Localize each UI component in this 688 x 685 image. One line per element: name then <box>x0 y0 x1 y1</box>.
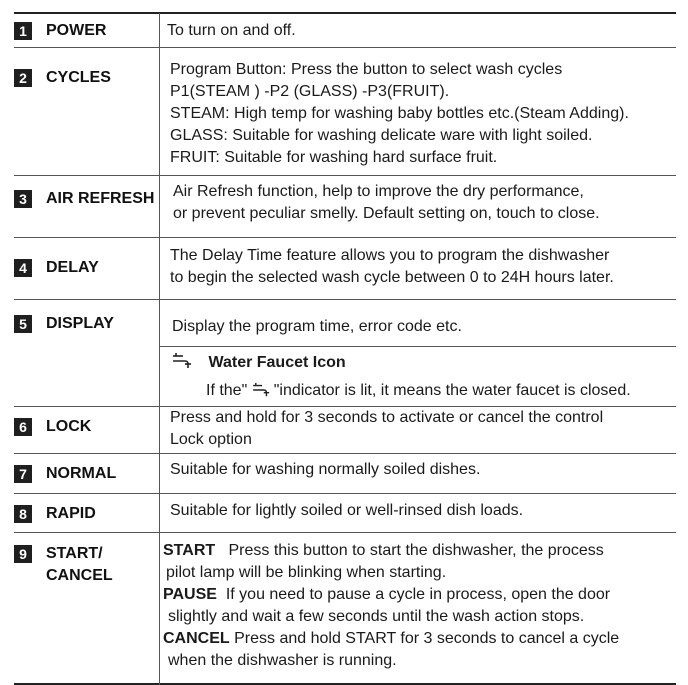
cancel-keyword: CANCEL <box>163 630 230 647</box>
description-line: Air Refresh function, help to improve the dry performance, <box>173 183 584 200</box>
start-keyword: START <box>163 542 216 559</box>
row-label-lock: LOCK <box>46 418 92 435</box>
row-label-cancel: CANCEL <box>46 567 113 584</box>
row-divider <box>14 299 676 300</box>
description-line: pilot lamp will be blinking when starting. <box>166 564 447 581</box>
table-top-border <box>14 12 676 14</box>
row-label-delay: DELAY <box>46 259 99 276</box>
description-line: To turn on and off. <box>167 22 296 39</box>
pause-text: If you need to pause a cycle in process, open the door <box>216 586 611 603</box>
description-line: P1(STEAM ) -P2 (GLASS) -P3(FRUIT). <box>170 83 450 100</box>
row-divider <box>14 175 676 176</box>
row-number-badge: 5 <box>14 315 32 333</box>
water-faucet-icon <box>252 382 272 405</box>
description-line: Program Button: Press the button to select wash cycles <box>170 61 563 78</box>
row-description-rapid <box>170 500 523 522</box>
row-description-cycles <box>170 59 629 169</box>
row-description-lock <box>170 407 603 451</box>
water-faucet-heading <box>172 352 346 377</box>
row-label-cycles: CYCLES <box>46 69 111 86</box>
row-description-start-cancel <box>163 540 619 672</box>
faucet-text-suffix: "indicator is lit, it means the water faucet is closed. <box>273 382 631 399</box>
row-label-rapid: RAPID <box>46 505 96 522</box>
column-divider <box>159 13 160 685</box>
cancel-text: Press and hold START for 3 seconds to cancel a cycle <box>229 630 620 647</box>
description-line: to begin the selected wash cycle between 0 to 24H hours later. <box>170 269 614 286</box>
row-number-badge: 9 <box>14 545 32 563</box>
description-line: FRUIT: Suitable for washing hard surface fruit. <box>170 149 498 166</box>
row-description-normal <box>170 459 480 481</box>
row-number-badge: 2 <box>14 69 32 87</box>
row-number-badge: 4 <box>14 259 32 277</box>
row-divider <box>14 493 676 494</box>
row-number-badge: 7 <box>14 465 32 483</box>
pause-keyword: PAUSE <box>163 586 217 603</box>
water-faucet-description <box>206 380 631 405</box>
description-line: when the dishwasher is running. <box>168 652 397 669</box>
row-description-delay <box>170 245 614 289</box>
row-number-badge: 6 <box>14 418 32 436</box>
row-description-display <box>172 316 462 338</box>
description-line: Press and hold for 3 seconds to activate or cancel the control <box>170 409 604 426</box>
description-line: slightly and wait a few seconds until the wash action stops. <box>168 608 585 625</box>
row-label-normal: NORMAL <box>46 465 117 482</box>
description-line: The Delay Time feature allows you to program the dishwasher <box>170 247 610 264</box>
row-number-badge: 3 <box>14 190 32 208</box>
description-line: Lock option <box>170 431 252 448</box>
water-faucet-icon <box>172 352 194 377</box>
description-line: GLASS: Suitable for washing delicate ware with light soiled. <box>170 127 593 144</box>
row-label-display: DISPLAY <box>46 315 114 332</box>
display-sub-divider <box>160 346 676 347</box>
row-description-power <box>167 20 296 42</box>
row-label-start: START/ <box>46 545 103 562</box>
row-divider <box>14 237 676 238</box>
row-divider <box>14 532 676 533</box>
faucet-text-prefix: If the" <box>206 382 248 399</box>
description-line: or prevent peculiar smelly. Default setting on, touch to close. <box>173 205 600 222</box>
description-line: Display the program time, error code etc. <box>172 318 462 335</box>
row-description-air-refresh <box>173 181 600 225</box>
description-line: Suitable for lightly soiled or well-rinsed dish loads. <box>170 502 524 519</box>
description-line: STEAM: High temp for washing baby bottles etc.(Steam Adding). <box>170 105 629 122</box>
water-faucet-title: Water Faucet Icon <box>208 354 346 371</box>
start-text: Press this button to start the dishwasher, the process <box>215 542 604 559</box>
row-number-badge: 1 <box>14 22 32 40</box>
row-number-badge: 8 <box>14 505 32 523</box>
row-label-power: POWER <box>46 22 107 39</box>
row-divider <box>14 47 676 48</box>
row-label-air-refresh: AIR REFRESH <box>46 190 155 207</box>
row-divider <box>14 453 676 454</box>
description-line: Suitable for washing normally soiled dishes. <box>170 461 481 478</box>
